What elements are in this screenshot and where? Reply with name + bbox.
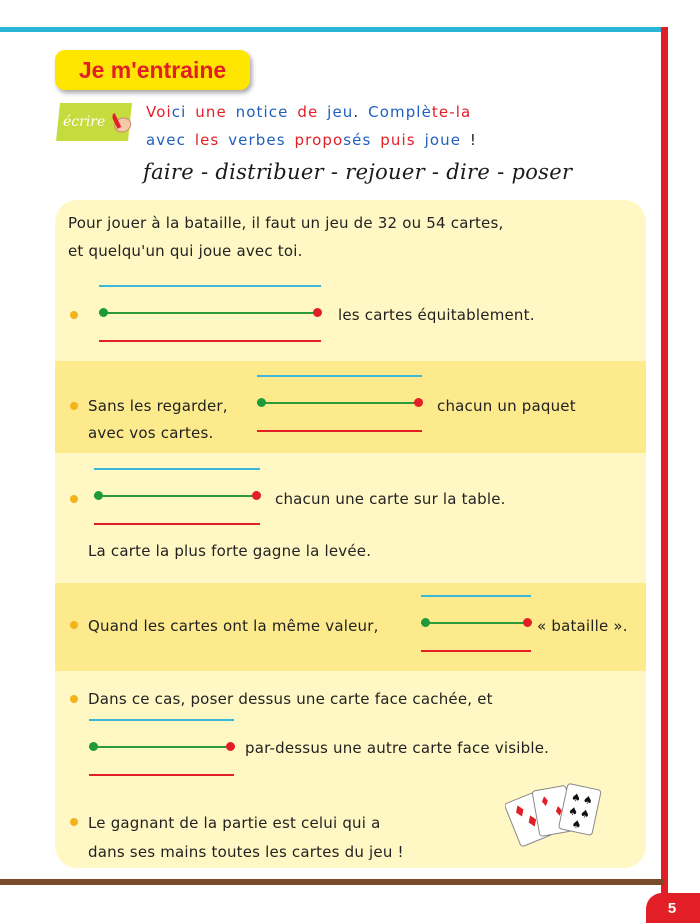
red-dot [226,742,235,751]
bullet [70,818,78,826]
step-2-text-a: Sans les regarder, [88,397,228,415]
instruction-1-segment: jeu [327,103,354,121]
instruction-1-segment: de [297,103,328,121]
intro-line-1: Pour jouer à la bataille, il faut un jeu de 32 ou 54 cartes, [68,214,504,232]
step-5-text-b: par-dessus une autre carte face visible. [245,739,550,757]
instruction-1-segment: ci [171,103,196,121]
instruction-line-1 [146,103,471,121]
right-border [661,27,668,893]
svg-text:♠: ♠ [570,817,583,832]
playing-cards-icon [505,778,605,858]
bullet [70,621,78,629]
top-border [0,27,668,32]
step-3-text: chacun une carte sur la table. [275,490,506,508]
instruction-1-segment: Voi [146,103,172,121]
instruction-1-segment: te-la [431,103,472,121]
instruction-2-segment: propo [294,131,344,149]
instruction-1-segment: Complè [368,103,432,121]
bullet [70,495,78,503]
green-dot [89,742,98,751]
instruction-2-segment: verbes [228,131,295,149]
step-6-text-a: Le gagnant de la partie est celui qui a [88,814,381,832]
bottom-border [0,879,664,885]
instruction-2-segment: puis [380,131,425,149]
verb-list: faire - distribuer - rejouer - dire - poser [143,160,573,184]
red-dot [252,491,261,500]
red-dot [313,308,322,317]
red-dot [523,618,532,627]
bullet [70,402,78,410]
step-3-text-b: La carte la plus forte gagne la levée. [88,542,372,560]
green-dot [421,618,430,627]
instruction-2-segment: les [194,131,229,149]
intro-line-2: et quelqu'un qui joue avec toi. [68,242,303,260]
red-dot [414,398,423,407]
instruction-2-segment: avec [146,131,195,149]
exercise-card [55,200,646,868]
step-4-text-a: Quand les cartes ont la même valeur, [88,617,379,635]
section-title: Je m'entraine [78,56,227,83]
svg-text:♠: ♠ [581,792,595,808]
green-dot [94,491,103,500]
step-4-text-b: « bataille ». [537,617,628,635]
step-2-text-c: avec vos cartes. [88,424,214,442]
step-1-text: les cartes équitablement. [338,306,535,324]
svg-text:♠: ♠ [578,806,592,822]
ecrire-label: écrire [63,114,106,130]
green-dot [257,398,266,407]
svg-text:♠: ♠ [567,804,580,819]
instruction-1-segment: une [195,103,236,121]
instruction-2-segment: sés [343,131,381,149]
step-2-text-b: chacun un paquet [437,397,576,415]
pencil-hand-icon [111,109,136,135]
section-title-badge [55,50,250,90]
instruction-1-segment: . [353,103,369,121]
page-number: 5 [667,899,677,917]
bullet [70,311,78,319]
step-6-text-b: dans ses mains toutes les cartes du jeu ! [88,843,404,861]
instruction-line-2 [146,131,477,149]
instruction-2-segment: joue [424,131,462,149]
step-5-text-a: Dans ce cas, poser dessus une carte face cachée, et [88,690,493,708]
instruction-1-segment: notice [235,103,298,121]
page-number-tab [646,893,700,923]
green-dot [99,308,108,317]
ecrire-tag [56,103,132,141]
svg-text:♠: ♠ [569,790,583,806]
instruction-2-segment: ! [461,131,478,149]
bullet [70,695,78,703]
